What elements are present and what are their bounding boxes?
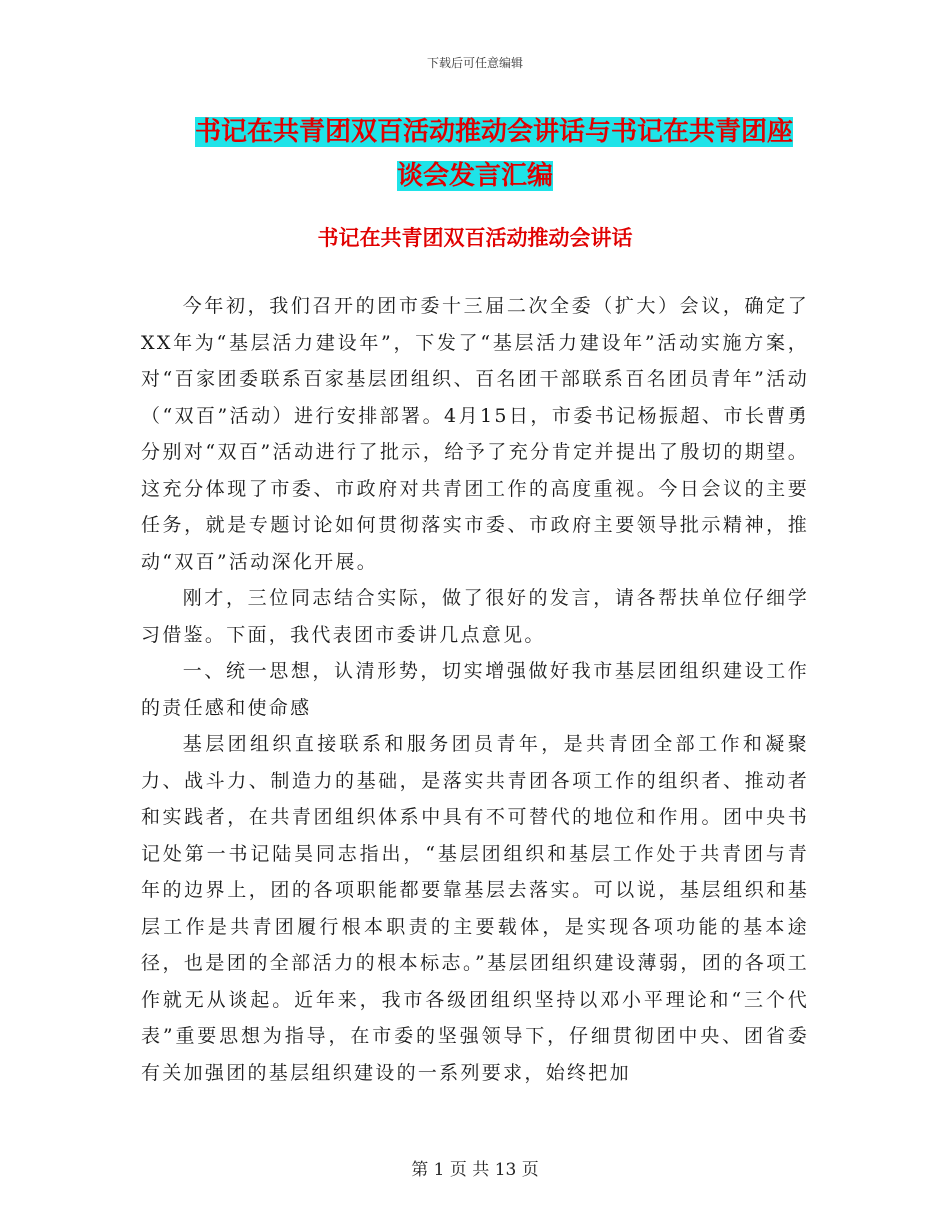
- paragraph-heading: 一、统一思想，认清形势，切实增强做好我市基层团组织建设工作的责任感和使命感: [141, 660, 809, 719]
- header-note: 下载后可任意编辑: [426, 56, 523, 70]
- paragraph: 今年初，我们召开的团市委十三届二次全委（扩大）会议，确定了XX年为“基层活力建设年”，下发了“基层活力建设年”活动实施方案，对“百家团委联系百家基层团组织、百名团干部联系百名团员青年”活动（“双百”活动）进行安排部署。4月15日，市委书记杨振超、市长曹勇分别对“双百”活动进行了批示，给予了充分肯定并提出了殷切的期望。这充分体现了市委、市政府对共青团工作的高度重视。今日会议的主要任务，就是专题讨论如何贯彻落实市委、市政府主要领导批示精神，推动“双百”活动深化开展。: [141, 295, 809, 573]
- paragraph: 基层团组织直接联系和服务团员青年，是共青团全部工作和凝聚力、战斗力、制造力的基础，是落实共青团各项工作的组织者、推动者和实践者，在共青团组织体系中具有不可替代的地位和作用。团中央书记处第一书记陆昊同志指出，“基层团组织和基层工作处于共青团与青年的边界上，团的各项职能都要靠基层去落实。可以说，基层组织和基层工作是共青团履行根本职责的主要载体，是实现各项功能的基本途径，也是团的全部活力的根本标志。”基层团组织建设薄弱，团的各项工作就无从谈起。近年来，我市各级团组织坚持以邓小平理论和“三个代表”重要思想为指导，在市委的坚强领导下，仔细贯彻团中央、团省委有关加强团的基层组织建设的一系列要求，始终把加: [141, 733, 809, 1084]
- title-line-1: 书记在共青团双百活动推动会讲话与书记在共青团座: [195, 117, 794, 147]
- body-text: [141, 288, 809, 1091]
- section-title: 书记在共青团双百活动推动会讲话: [317, 226, 633, 250]
- title-line-2: 谈会发言汇编: [396, 161, 553, 191]
- page-footer: 第 1 页 共 13 页: [411, 1160, 539, 1180]
- document-title: [195, 110, 815, 198]
- paragraph: 刚才，三位同志结合实际，做了很好的发言，请各帮扶单位仔细学习借鉴。下面，我代表团市委讲几点意见。: [141, 587, 809, 646]
